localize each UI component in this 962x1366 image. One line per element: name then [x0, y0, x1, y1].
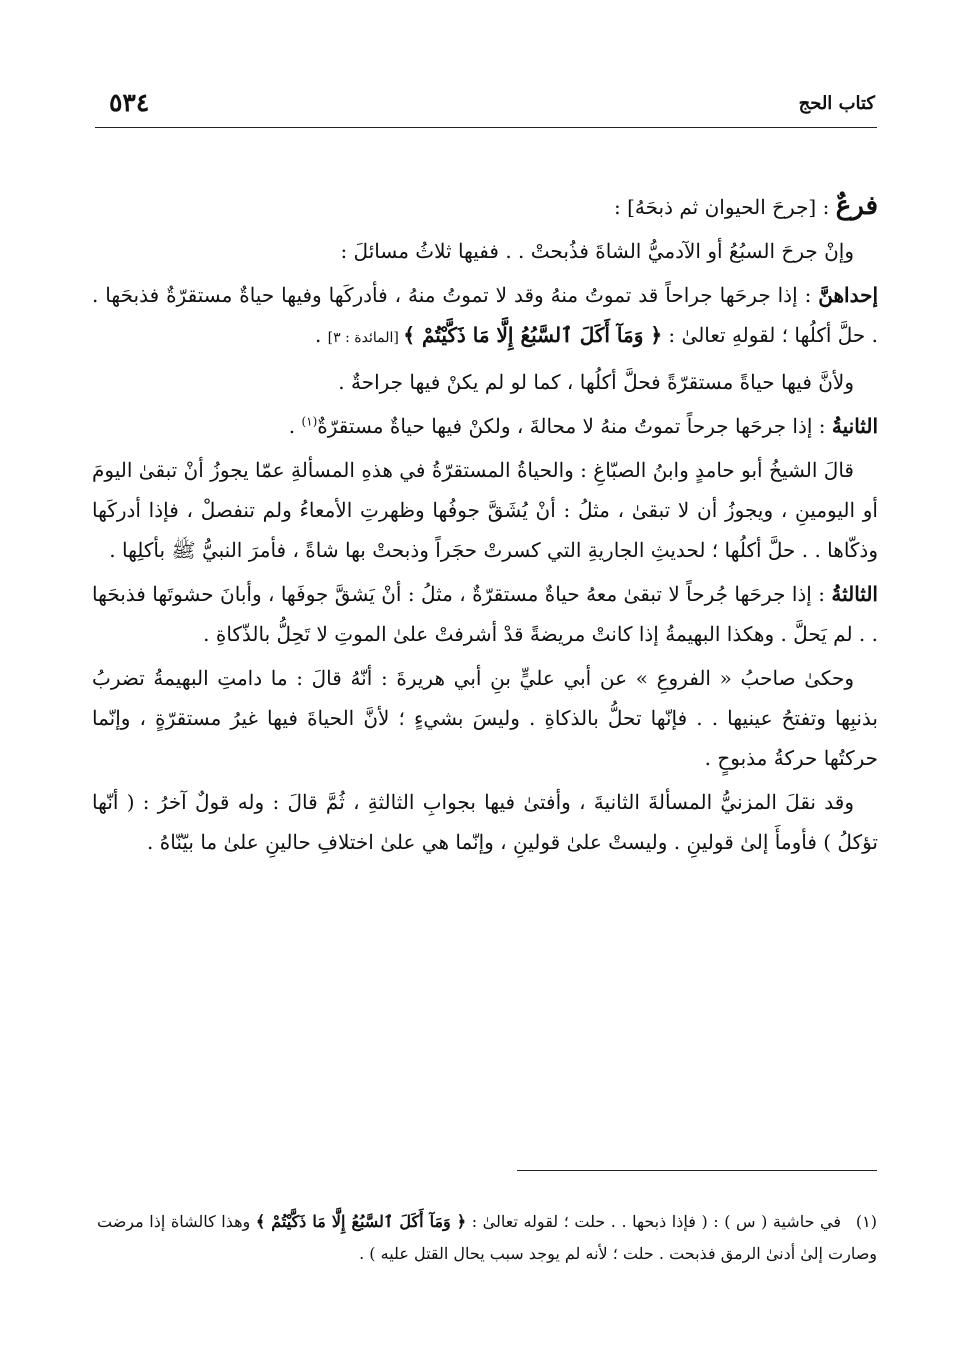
paragraph-7: وحكىٰ صاحبُ « الفروعِ » عن أبي عليٍّ بنِ أبي هريرةَ : أنّهُ قالَ : ما دامتِ البهيمةُ تضربُ بذنبِها وتفتحُ عينيها . . فإنّها تحلُّ بالذكاةِ . وليسَ بشيءٍ ؛ لأنَّ الحياةَ فيها غيرُ مستقرّةٍ ، وإنّما حركتُها حركةُ مذبوحٍ .: [92, 666, 878, 770]
paragraph-2: [92, 275, 878, 358]
footnote-rule: [517, 1170, 877, 1171]
footnote-reference[interactable]: (١): [301, 414, 318, 429]
footnote: [97, 1206, 877, 1270]
paragraph-3: ولأنَّ فيها حياةً مستقرّةً فحلَّ أكلُها ، كما لو لم يكنْ فيها جراحةٌ .: [338, 370, 854, 394]
main-text: [92, 186, 878, 866]
section-heading: [92, 186, 878, 227]
paragraph-5: قالَ الشيخُ أبو حامدٍ وابنُ الصبّاغِ : والحياةُ المستقرّةُ في هذهِ المسألةِ عمّا يجوزُ أنْ تبقىٰ اليومَ أو اليومينِ ، ويجوزُ أن لا تبقىٰ ، مثلُ : أنْ يُشَقَّ جوفُها وظهرتِ الأمعاءُ ولم تنفصلْ ، فإذا أدركَها وذكّاها . . حلَّ أكلُها ؛ لحديثِ الجاريةِ التي كسرتْ حجَراً وذبحتْ بها شاةً ، فأمرَ النبيُّ ﷺ بأكلِها .: [92, 458, 878, 562]
paragraph-2-end: .: [314, 323, 328, 347]
paragraph-6-text: : إذا جرحَها جُرحاً لا تبقىٰ معهُ حياةٌ مستقرّةٌ ، مثلُ : أنْ يَشقَّ جوفَها ، وأبانَ حشوتَها فذبحَها . . لم يَحلَّ . وهكذا البهيمةُ إذا كانتْ مريضةً قدْ أشرفتْ علىٰ الموتِ لا تَحِلُّ بالذّكاةِ .: [92, 582, 878, 646]
case-three-lead: الثالثةُ: [831, 582, 878, 606]
footnote-text-start: في حاشية ( س ) : ( فإذا ذبحها . . حلت ؛ لقوله تعالىٰ :: [466, 1212, 841, 1231]
paragraph-2-text: : إذا جرحَها جراحاً قد تموتُ منهُ وقد لا تموتُ منهُ ، فأدركَها وفيها حياةٌ مستقرّةٌ فذبحَها . . حلَّ أكلُها ؛ لقولهِ تعالىٰ :: [92, 283, 878, 347]
page-number: ٥٣٤: [109, 88, 150, 117]
case-one-lead: إحداهنَّ: [818, 283, 878, 307]
footnote-quran-verse: ﴿ وَمَآ أَكَلَ ٱلسَّبُعُ إِلَّا مَا ذَكَّيْتُمْ ﴾: [255, 1212, 467, 1231]
section-title: : [جرحَ الحيوان ثم ذبحَهُ] :: [614, 195, 836, 219]
quran-verse: ﴿ وَمَآ أَكَلَ ٱلسَّبُعُ إِلَّا مَا ذَكَّيْتُمْ ﴾: [403, 323, 663, 347]
header-rule: [95, 127, 877, 128]
verse-citation: [المائدة : ٣]: [327, 330, 404, 346]
paragraph-4: [92, 406, 878, 446]
footnote-text-end: وهذا كالشاة إذا مرضت وصارت إلىٰ أدنىٰ الرمق فذبحت . حلت ؛ لأنه لم يوجد سبب يحال القتل عليه ) .: [97, 1212, 877, 1263]
paragraph-4-text: : إذا جرحَها جرحاً تموتُ منهُ لا محالةَ ، ولكنْ فيها حياةٌ مستقرّةٌ: [317, 414, 832, 438]
book-title: كتاب الحج: [798, 93, 875, 114]
paragraph-1: وإنْ جرحَ السبُعُ أو الآدميُّ الشاةَ فذُبحتْ . . ففيها ثلاثُ مسائلَ :: [340, 239, 854, 263]
paragraph-4-end: .: [288, 414, 302, 438]
paragraph-8: وقد نقلَ المزنيُّ المسألةَ الثانيةَ ، وأفتىٰ فيها بجوابِ الثالثةِ ، ثُمَّ قالَ : وله قولٌ آخرُ : ( أنّها تؤكلُ ) فأومأَ إلىٰ قولينِ . وليستْ علىٰ قولينِ ، وإنّما هي علىٰ اختلافِ حالينِ علىٰ ما بيّنّاهُ .: [92, 790, 878, 854]
case-two-lead: الثانيةُ: [831, 414, 878, 438]
paragraph-6: [92, 574, 878, 654]
running-header: [95, 88, 877, 122]
section-lead: فرعٌ: [835, 191, 878, 221]
footnote-marker: (١): [855, 1212, 877, 1231]
